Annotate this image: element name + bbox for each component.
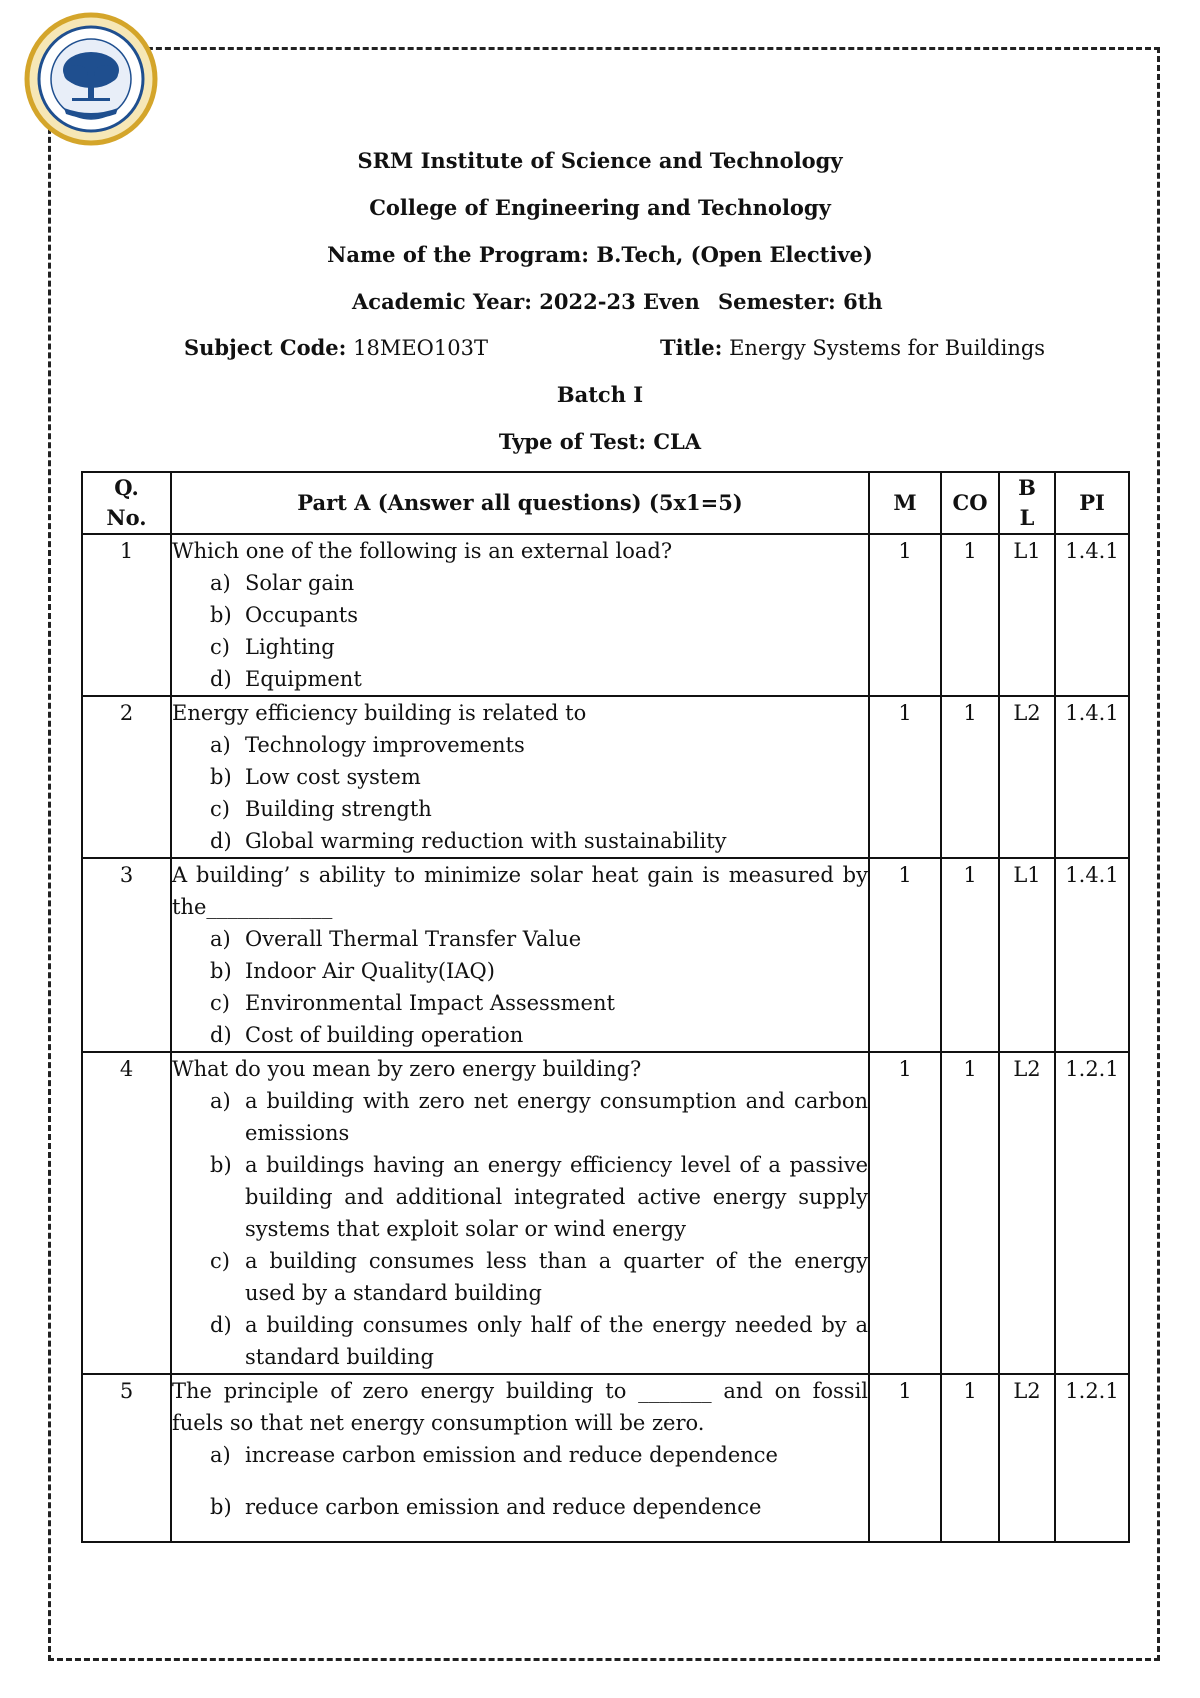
- option-item: b) Low cost system: [210, 765, 421, 789]
- question-number: 1: [82, 534, 171, 696]
- option-list: [172, 729, 868, 857]
- option-item: d) Equipment: [210, 667, 362, 691]
- marks: 1: [869, 858, 941, 1052]
- question-cell: [171, 1374, 869, 1542]
- test-type-label: Type of Test:: [498, 429, 646, 454]
- option-item: a) a building with zero net energy consumption and carbon emissions: [210, 1089, 868, 1145]
- option-list: [172, 1085, 868, 1373]
- option-item: b) a buildings having an energy efficiency level of a passive building and additional integrated active energy supply systems that exploit solar or wind energy: [210, 1153, 868, 1241]
- question-cell: [171, 1052, 869, 1374]
- option-item: d) Global warming reduction with sustainability: [210, 829, 727, 853]
- blooms-level: L1: [999, 534, 1055, 696]
- academic-year: Academic Year: 2022-23 Even: [352, 289, 700, 314]
- question-number: 3: [82, 858, 171, 1052]
- header-marks: M: [869, 472, 941, 534]
- performance-indicator: 1.2.1: [1055, 1374, 1129, 1542]
- option-item: b) reduce carbon emission and reduce dependence: [210, 1495, 762, 1519]
- header-bl: B L: [999, 472, 1055, 534]
- question-table: [81, 471, 1130, 1543]
- option-item: a) Technology improvements: [210, 733, 525, 757]
- header-pi: PI: [1055, 472, 1129, 534]
- option-list: [172, 923, 868, 1051]
- course-outcome: 1: [941, 1052, 999, 1374]
- blooms-level: L2: [999, 696, 1055, 858]
- blooms-level: L2: [999, 1052, 1055, 1374]
- question-stem: What do you mean by zero energy building?: [172, 1057, 642, 1081]
- header-qno: Q. No.: [82, 472, 171, 534]
- subject-title: Energy Systems for Buildings: [729, 336, 1046, 360]
- program-name: Name of the Program: B.Tech, (Open Elective): [327, 242, 873, 267]
- subject-code-label: Subject Code:: [184, 335, 347, 360]
- test-type-row: [0, 429, 1200, 455]
- table-row: [82, 1374, 1129, 1542]
- test-type: CLA: [653, 429, 702, 454]
- option-item: a) increase carbon emission and reduce dependence: [210, 1443, 778, 1467]
- option-item: c) a building consumes less than a quarter of the energy used by a standard building: [210, 1249, 868, 1305]
- option-spacer: [210, 1471, 868, 1491]
- table-row: [82, 858, 1129, 1052]
- table-header-row: [82, 472, 1129, 534]
- performance-indicator: 1.2.1: [1055, 1052, 1129, 1374]
- marks: 1: [869, 534, 941, 696]
- table-row: [82, 696, 1129, 858]
- header-co: CO: [941, 472, 999, 534]
- blooms-level: L1: [999, 858, 1055, 1052]
- question-number: 2: [82, 696, 171, 858]
- option-item: b) Indoor Air Quality(IAQ): [210, 959, 495, 983]
- title-label: Title:: [660, 335, 723, 360]
- institute-name: SRM Institute of Science and Technology: [357, 148, 843, 173]
- course-outcome: 1: [941, 1374, 999, 1542]
- question-stem: The principle of zero energy building to _______ and on fossil fuels so that net energy consumption will be zero.: [172, 1379, 868, 1435]
- subject-code-row: [184, 335, 488, 361]
- question-cell: [171, 858, 869, 1052]
- batch: Batch I: [556, 382, 644, 407]
- course-outcome: 1: [941, 534, 999, 696]
- performance-indicator: 1.4.1: [1055, 696, 1129, 858]
- option-item: c) Environmental Impact Assessment: [210, 991, 615, 1015]
- question-cell: [171, 534, 869, 696]
- performance-indicator: 1.4.1: [1055, 858, 1129, 1052]
- table-row: [82, 1052, 1129, 1374]
- option-item: c) Lighting: [210, 635, 335, 659]
- question-stem: A building’ s ability to minimize solar heat gain is measured by the____________: [172, 863, 868, 919]
- college-name: College of Engineering and Technology: [369, 195, 831, 220]
- option-item: a) Solar gain: [210, 571, 355, 595]
- option-item: a) Overall Thermal Transfer Value: [210, 927, 582, 951]
- question-number: 5: [82, 1374, 171, 1542]
- blooms-level: L2: [999, 1374, 1055, 1542]
- subject-code: 18MEO103T: [353, 336, 488, 360]
- option-item: c) Building strength: [210, 797, 432, 821]
- marks: 1: [869, 696, 941, 858]
- course-outcome: 1: [941, 696, 999, 858]
- option-list: [172, 1439, 868, 1523]
- semester: Semester: 6th: [718, 289, 883, 314]
- option-item: b) Occupants: [210, 603, 358, 627]
- performance-indicator: 1.4.1: [1055, 534, 1129, 696]
- option-item: d) a building consumes only half of the energy needed by a standard building: [210, 1313, 868, 1369]
- marks: 1: [869, 1052, 941, 1374]
- question-cell: [171, 696, 869, 858]
- question-number: 4: [82, 1052, 171, 1374]
- question-stem: Energy efficiency building is related to: [172, 701, 587, 725]
- course-outcome: 1: [941, 858, 999, 1052]
- table-row: [82, 534, 1129, 696]
- option-list: [172, 567, 868, 695]
- institute-logo: [24, 12, 158, 146]
- question-stem: Which one of the following is an external load?: [172, 539, 673, 563]
- header-part: Part A (Answer all questions) (5x1=5): [171, 472, 869, 534]
- marks: 1: [869, 1374, 941, 1542]
- title-row: [660, 335, 1045, 361]
- option-item: d) Cost of building operation: [210, 1023, 524, 1047]
